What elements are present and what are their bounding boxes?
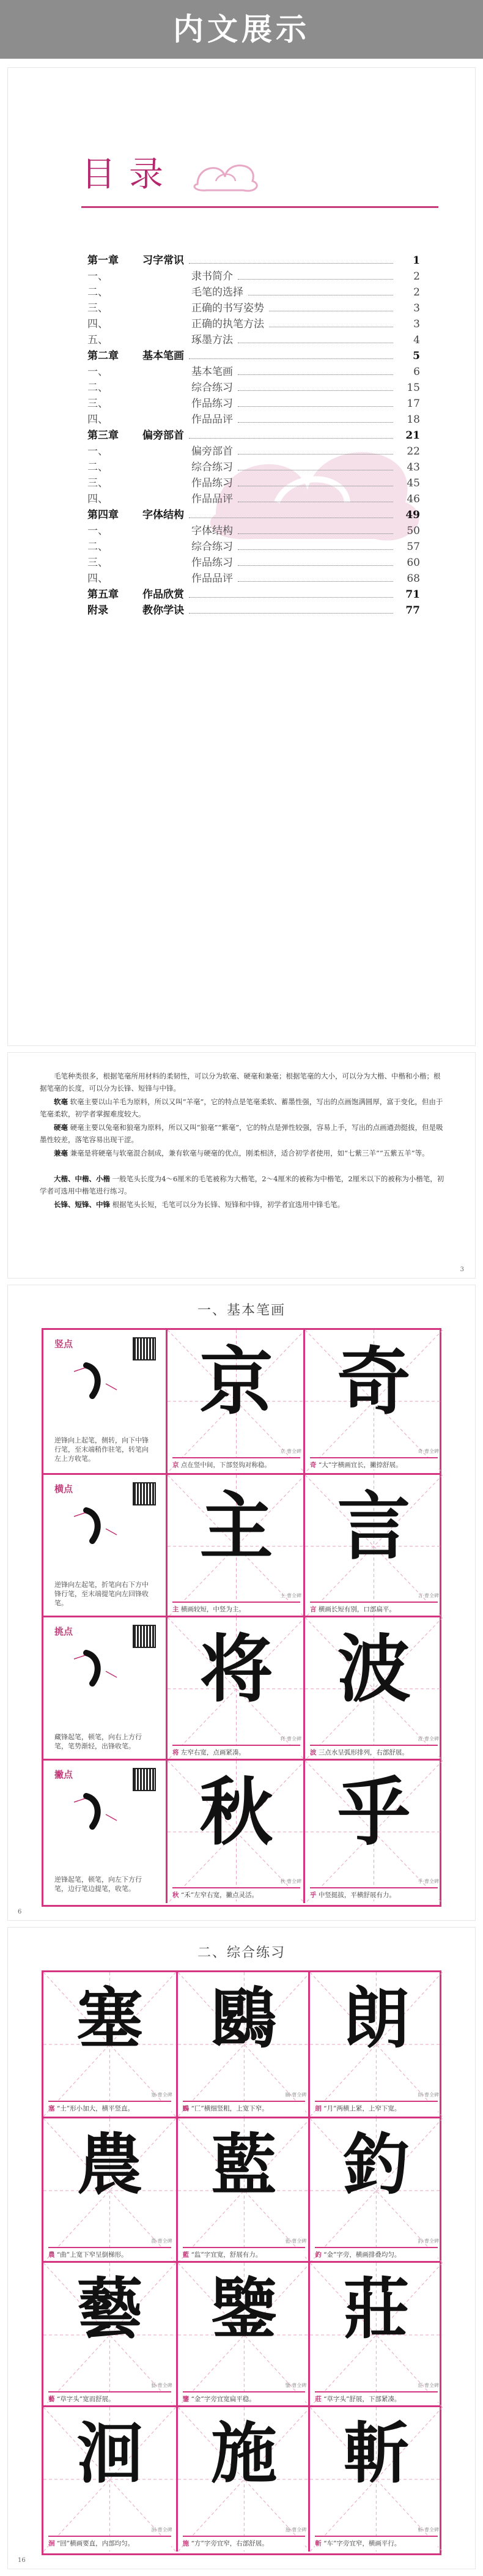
character-cell [303,1761,443,1904]
toc-row[interactable] [87,363,420,379]
calligraphy-character: 言 [337,1483,411,1570]
calligraphy-character: 秋 [199,1769,273,1855]
character-note [310,1745,438,1757]
calligraphy-character: 洄 [76,2415,143,2492]
character-cell [303,1330,443,1473]
toc-row[interactable] [87,458,420,474]
toc-number: 二、 [87,541,108,553]
soft-brush-text: 软毫主要以山羊毛为原料，所以又叫“羊毫”，它的特点是笔毫柔软、蓄墨性强，写出的点画饱满圆厚，富于变化，但由于笔毫柔软，初学者掌握难度较大。 [40,1097,443,1118]
page-header: 内文展示 [0,0,483,59]
toc-label: 作品欣赏 [142,588,184,601]
stroke-description: 逆锋起笔，顿笔，向左下方行笔，边行笔边提笔，收笔。 [54,1876,142,1893]
character-note-lead: 奇 [310,1461,317,1469]
toc-label: 偏旁部首 [142,429,184,442]
toc-row[interactable] [87,379,420,395]
toc-number: 三、 [87,477,108,489]
calligraphy-character: 鑒 [210,2271,277,2348]
character-note [315,2247,438,2259]
calligraphy-character: 斬 [343,2415,410,2492]
toc-page-number: 4 [413,334,420,346]
character-note [183,2391,306,2403]
character-note-lead: 洄 [48,2540,55,2547]
character-cell [176,2118,311,2263]
character-note-text: “金”字旁，横画排叠均匀。 [323,2251,401,2259]
toc-leader [238,533,393,534]
stroke-name: 撇点 [54,1769,73,1780]
toc-row[interactable] [87,410,420,426]
stroke-row [43,1616,440,1761]
toc-label: 习字常识 [142,254,184,267]
toc-label: 作品练习 [191,557,233,569]
toc-page-number: 21 [405,429,420,442]
toc-page-number: 60 [407,557,420,569]
brush-tip-paragraph [40,1198,444,1211]
character-source-tag: 将·曹全碑 [280,1735,301,1742]
character-note [172,1457,300,1469]
mixed-brush-paragraph [40,1147,444,1159]
character-note [172,1602,300,1614]
toc-page-number: 15 [407,382,420,394]
calligraphy-character: 鶠 [210,1980,277,2057]
character-note-lead: 斬 [315,2540,322,2547]
character-cell [308,2407,443,2552]
toc-label: 作品品评 [191,493,233,505]
toc-page-number: 17 [407,398,420,410]
toc-row[interactable] [87,490,420,506]
calligraphy-character: 乎 [337,1769,411,1855]
toc-list [87,251,420,617]
stroke-description: 逆锋向左起笔，折笔向右下方中锋行笔，至末端提笔向左回锋收笔。 [54,1581,149,1607]
toc-row[interactable] [87,347,420,363]
character-cell [176,2407,311,2552]
character-source-tag: 鶠·曹全碑 [285,2092,307,2098]
character-cell [43,2118,176,2263]
character-source-tag: 主·曹全碑 [280,1593,301,1598]
toc-number: 二、 [87,382,108,394]
character-note [315,2391,438,2403]
character-note-text: 中竖挺拔，平横舒展有力。 [318,1891,396,1899]
toc-row[interactable] [87,601,420,617]
toc-row[interactable] [87,522,420,538]
toc-leader [238,454,393,455]
toc-number: 第一章 [87,254,119,267]
character-source-tag: 波·曹全碑 [418,1735,439,1742]
toc-page-number: 77 [405,604,420,617]
character-cell [166,1761,305,1904]
toc-label: 教你学诀 [142,604,184,617]
character-note [183,2101,306,2113]
toc-row[interactable] [87,570,420,585]
toc-title: 目录 [81,155,177,195]
character-note-text: “车”字旁宜窄，横画平行。 [323,2540,401,2547]
character-cell [308,2118,443,2263]
character-source-tag: 施·曹全碑 [285,2527,307,2533]
character-note [310,1887,438,1899]
character-source-tag: 藍·曹全碑 [285,2238,307,2244]
toc-page-number: 3 [413,318,420,330]
character-note-lead: 京 [172,1461,179,1469]
toc-page-number: 2 [413,286,420,299]
character-note-text: “草字头”宽而舒展。 [56,2396,115,2403]
toc-number: 第四章 [87,509,119,521]
toc-leader [238,581,393,582]
toc-number: 一、 [87,366,108,378]
qr-code-icon[interactable] [133,1337,156,1360]
practice-row [43,2261,440,2407]
character-note-text: “监”字宜宽，舒展有力。 [191,2251,262,2259]
stroke-name: 横点 [54,1483,73,1494]
character-note [172,1887,300,1899]
character-note-text: “大”字横画宜长，撇捺舒展。 [318,1461,402,1469]
practice-row [43,2117,440,2263]
toc-label: 琢墨方法 [191,334,233,346]
practice-heading: 二、综合练习 [197,1945,286,1961]
toc-rule [81,206,438,208]
calligraphy-character: 藝 [76,2271,143,2348]
toc-label: 综合练习 [191,541,233,553]
hard-brush-paragraph [40,1121,444,1146]
toc-label: 基本笔画 [142,350,184,362]
toc-number: 一、 [87,270,108,283]
toc-leader [238,565,393,566]
toc-row[interactable] [87,267,420,283]
character-cell [166,1330,305,1473]
character-note [310,1602,438,1614]
stroke-diagram-icon [68,1359,123,1402]
character-source-tag: 洄·曹全碑 [151,2527,172,2533]
toc-number: 四、 [87,414,108,426]
toc-page-number: 50 [407,525,420,537]
soft-brush-paragraph [40,1096,444,1120]
toc-row[interactable] [87,299,420,315]
character-note-text: “月”两横上紧，上窄下宽。 [323,2105,401,2112]
toc-leader [189,263,393,264]
character-source-tag: 奇·曹全碑 [418,1448,439,1454]
toc-label: 正确的书写姿势 [191,302,264,314]
toc-label: 作品品评 [191,414,233,426]
hard-brush-label: 硬毫 [54,1123,68,1132]
brush-size-label: 大楷、中楷、小楷 [54,1175,110,1183]
character-note-lead: 鑒 [182,2396,190,2403]
stroke-grid [42,1328,441,1907]
toc-row[interactable] [87,554,420,570]
character-cell [308,2263,443,2407]
character-source-tag: 農·曹全碑 [151,2238,172,2244]
qr-code-icon[interactable] [133,1625,156,1648]
toc-row[interactable] [87,426,420,442]
toc-number: 四、 [87,493,108,505]
character-note-text: “回”横画要直，内部均匀。 [56,2540,135,2547]
intro-paragraph: 毛笔种类很多，根据笔毫所用材料的柔韧性，可以分为软毫、硬毫和兼毫；根据笔毫的大小，可以分为大楷、中楷和小楷；根据笔毫的长度，可以分为长锋、短锋与中锋。 [40,1072,441,1093]
stroke-row [43,1473,440,1618]
character-cell [43,1972,176,2117]
calligraphy-character: 波 [337,1626,411,1712]
basic-strokes-heading: 一、基本笔画 [197,1303,286,1318]
toc-page-number: 6 [413,366,420,378]
character-source-tag: 釣·曹全碑 [418,2238,439,2244]
toc-number: 一、 [87,525,108,537]
hard-brush-text: 硬毫主要以兔毫和狼毫为原料，所以又叫“狼毫”“紫毫”，它的特点是弹性较强，容易上手，写出的点画遒劲挺拔，但是吸墨性较差，落笔容易出现干涩。 [40,1123,443,1144]
toc-page-number: 22 [407,445,420,458]
character-note-lead: 言 [310,1606,317,1613]
toc-label: 作品练习 [191,398,233,410]
calligraphy-character: 塞 [76,1980,143,2057]
character-note-lead: 釣 [315,2251,322,2259]
toc-number: 第五章 [87,588,119,601]
toc-label: 偏旁部首 [191,445,233,458]
character-note [315,2101,438,2113]
practice-page [7,1927,476,2569]
brush-size-text: 一般笔头长度为4～6厘米的毛笔被称为大楷笔，2～4厘米的被称为中楷笔，2厘米以下的被称为小楷笔，初学者可选用中楷笔进行练习。 [40,1175,444,1195]
character-note-text: “土”形小加大，横平竖直。 [56,2105,135,2112]
character-cell [43,2407,176,2552]
qr-code-icon[interactable] [133,1768,156,1791]
practice-row [43,2405,440,2552]
character-cell [176,2263,311,2407]
toc-row[interactable] [87,395,420,410]
toc-row[interactable] [87,585,420,601]
toc-page-number: 3 [413,302,420,314]
brush-tip-label: 长锋、短锋、中锋 [54,1200,110,1209]
toc-label: 基本笔画 [191,366,233,378]
character-note [183,2247,306,2259]
toc-number: 四、 [87,573,108,585]
stroke-row [43,1759,440,1904]
character-note-text: 三点水呈弧形排列，右部舒展。 [318,1748,408,1756]
toc-number: 第三章 [87,429,119,442]
practice-grid [42,1970,441,2555]
toc-page-number: 68 [407,573,420,585]
toc-row[interactable] [87,442,420,458]
character-note [172,1745,300,1757]
character-note-text: 点在竖中间，下部竖钩对称稳。 [180,1461,271,1469]
toc-number: 三、 [87,557,108,569]
brush-tip-text: 根据笔头长短，毛笔可以分为长锋、短锋和中锋，初学者宜选用中锋毛笔。 [112,1200,345,1209]
calligraphy-character: 施 [210,2415,277,2492]
toc-page-number: 1 [413,254,420,267]
toc-number: 二、 [87,461,108,473]
toc-label: 毛笔的选择 [191,286,243,299]
character-cell [303,1617,443,1761]
toc-page-number: 46 [407,493,420,505]
calligraphy-character: 京 [199,1338,273,1425]
stroke-row [43,1330,440,1473]
character-note-text: “匸”横细竖粗，上宽下窄。 [191,2105,268,2112]
character-note-text: 横画较短，中竖为主。 [180,1606,245,1613]
toc-leader [189,438,393,439]
character-note-lead: 藝 [48,2396,55,2403]
calligraphy-character: 将 [199,1626,273,1712]
page-number: 3 [460,1266,464,1273]
calligraphy-character: 朗 [343,1980,410,2057]
basic-strokes-page [7,1285,476,1921]
toc-row[interactable] [87,283,420,299]
character-cell [303,1475,443,1618]
toc-row[interactable] [87,474,420,490]
character-source-tag: 藝·曹全碑 [151,2383,172,2388]
character-note-text: “曲”上宽下窄呈倒梯形。 [56,2251,128,2259]
toc-label: 综合练习 [191,382,233,394]
toc-page-number: 57 [407,541,420,553]
qr-code-icon[interactable] [133,1482,156,1505]
stroke-demo-cell [43,1761,168,1904]
character-note [48,2391,171,2403]
character-source-tag: 斬·曹全碑 [418,2527,439,2533]
toc-leader [238,549,393,550]
stroke-demo-cell [43,1617,168,1761]
toc-row[interactable] [87,331,420,347]
stroke-diagram-icon [68,1504,123,1547]
character-note-lead: 秋 [172,1891,179,1899]
mixed-brush-label: 兼毫 [54,1149,68,1157]
mixed-brush-text: 兼毫是将硬毫与软毫混合制成，兼有软毫与硬毫的优点，刚柔相济，适合初学者使用，如“七紫三羊”“五紫五羊”等。 [70,1149,429,1157]
character-note [48,2247,171,2259]
character-source-tag: 京·曹全碑 [280,1448,301,1454]
character-note [183,2536,306,2548]
calligraphy-character: 莊 [343,2271,410,2348]
toc-leader [238,390,393,391]
character-source-tag: 莊·曹全碑 [418,2383,439,2388]
calligraphy-character: 主 [199,1483,273,1570]
toc-leader [189,597,393,598]
toc-number: 五、 [87,334,108,346]
toc-leader [189,358,393,359]
character-note-lead: 施 [182,2540,190,2547]
toc-page-number: 49 [405,509,420,521]
calligraphy-character: 釣 [343,2126,410,2203]
character-cell [166,1475,305,1618]
character-cell [166,1617,305,1761]
brush-size-paragraph [40,1173,444,1197]
character-note-lead: 農 [48,2251,55,2259]
toc-page-number: 45 [407,477,420,489]
character-source-tag: 秋·曹全碑 [280,1879,301,1884]
toc-page-number: 5 [413,350,420,362]
stroke-diagram-icon [68,1790,123,1833]
character-note-lead: 将 [172,1748,179,1756]
page-number: 16 [18,2557,26,2564]
character-note-text: “方”字旁宜窄，右部舒展。 [191,2540,268,2547]
calligraphy-character: 藍 [210,2126,277,2203]
toc-label: 综合练习 [191,461,233,473]
character-source-tag: 塞·曹全碑 [151,2092,172,2098]
stroke-name: 竖点 [54,1338,73,1349]
character-note-lead: 鶠 [182,2105,190,2112]
character-note [48,2536,171,2548]
character-note-lead: 主 [172,1606,179,1613]
character-source-tag: 乎·曹全碑 [418,1879,439,1884]
character-source-tag: 言·曹全碑 [418,1593,439,1598]
toc-number: 附录 [87,604,108,617]
character-note-lead: 乎 [310,1891,317,1899]
character-note-lead: 朗 [315,2105,322,2112]
toc-row[interactable] [87,315,420,331]
toc-page [7,67,476,1046]
toc-leader [238,374,393,375]
toc-leader [238,406,393,407]
text-page [7,1052,476,1279]
character-note-text: “禾”左窄右宽，撇点灵活。 [180,1891,259,1899]
toc-row[interactable] [87,538,420,554]
calligraphy-character: 農 [76,2126,143,2203]
character-note-lead: 莊 [315,2396,322,2403]
toc-number: 一、 [87,445,108,458]
character-note [315,2536,438,2548]
character-note-text: 横画长短有别，口部扁平。 [318,1606,396,1613]
stroke-demo-cell [43,1475,168,1618]
character-note [48,2101,171,2113]
toc-label: 作品练习 [191,477,233,489]
toc-page-number: 2 [413,270,420,283]
toc-number: 二、 [87,286,108,299]
toc-label: 隶书简介 [191,270,233,283]
toc-label: 字体结构 [191,525,233,537]
character-cell [176,1972,311,2117]
toc-number: 三、 [87,398,108,410]
cloud-ornament-icon [191,154,265,196]
toc-label: 作品品评 [191,573,233,585]
toc-page-number: 18 [407,414,420,426]
toc-leader [189,613,393,614]
calligraphy-character: 奇 [337,1338,411,1425]
stroke-description: 逆锋向上起笔，侧转，向下中锋行笔，至末端稍作驻笔，转笔向左上方收笔。 [54,1436,149,1463]
character-note-text: “金”字旁宜宽扁平稳。 [191,2396,256,2403]
toc-page-number: 43 [407,461,420,473]
stroke-description: 藏锋起笔，顿笔，向右上方行笔，笔势渐轻，出锋收笔。 [54,1732,142,1750]
toc-number: 三、 [87,302,108,314]
toc-leader [238,279,393,280]
toc-page-number: 71 [405,588,420,601]
soft-brush-label: 软毫 [54,1097,68,1106]
stroke-demo-cell [43,1330,168,1473]
toc-label: 正确的执笔方法 [191,318,264,330]
character-note [310,1457,438,1469]
toc-leader [238,422,393,423]
character-source-tag: 鑒·曹全碑 [285,2383,307,2388]
character-note-lead: 波 [310,1748,317,1756]
character-note-text: 左窄右宽，点画紧凑。 [180,1748,245,1756]
toc-row[interactable] [87,506,420,522]
toc-label: 字体结构 [142,509,184,521]
toc-row[interactable] [87,251,420,267]
toc-number: 四、 [87,318,108,330]
character-note-lead: 藍 [182,2251,190,2259]
character-note-text: “草字头”舒展，下部紧凑。 [323,2396,401,2403]
page-number: 6 [18,1909,22,1915]
toc-number: 第二章 [87,350,119,362]
stroke-diagram-icon [68,1647,123,1690]
practice-row [43,1972,440,2117]
character-cell [43,2263,176,2407]
character-note-lead: 塞 [48,2105,55,2112]
character-source-tag: 朗·曹全碑 [418,2092,439,2098]
stroke-name: 挑点 [54,1626,73,1637]
character-cell [308,1972,443,2117]
